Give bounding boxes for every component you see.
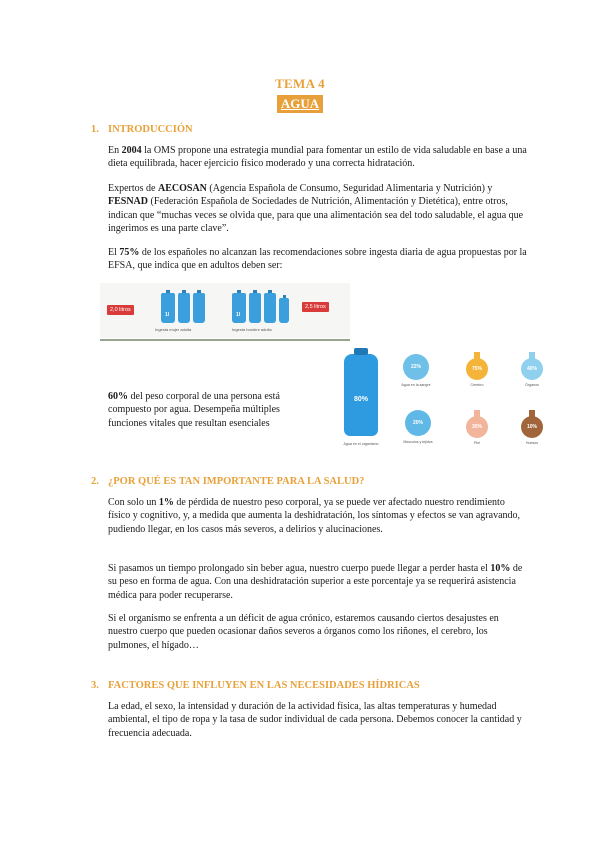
infographic-divider xyxy=(100,339,350,341)
bottle-mark: 1l xyxy=(236,312,241,318)
brain-flask-icon: 75% xyxy=(466,358,488,380)
section-number: 2. xyxy=(91,476,99,487)
women-intake-label: Ingesta mujer adulta xyxy=(155,327,192,332)
text-run: la OMS propone una estrategia mundial para fomentar un estilo de vida saludable en base a una dieta equilibrada, hacer ejercicio físico moderado y una correcta hidratación. xyxy=(108,145,527,170)
water-bottle-icon xyxy=(249,293,261,323)
organs-flask-icon: 40% xyxy=(521,358,543,380)
section-number: 3. xyxy=(91,680,99,691)
text-run-bold: 1% xyxy=(158,497,174,508)
section-title: FACTORES QUE INFLUYEN EN LAS NECESIDADES HÍDRICAS xyxy=(108,680,420,691)
text-run-bold: 75% xyxy=(119,247,140,258)
bones-label: Huesos xyxy=(525,441,539,445)
body-water-percent: 80% xyxy=(353,396,368,403)
brain-label: Cerebro xyxy=(470,383,484,387)
text-run-bold: 60% xyxy=(108,391,128,402)
factors-paragraph-1: La edad, el sexo, la intensidad y duración de la actividad física, las altas temperaturas y humedad ambiental, el tipo de ropa y la tasa de sudor individual de cada persona. Debemos conocer la cantidad y frecuencia adecuada. xyxy=(108,701,522,739)
intro-paragraph-3 xyxy=(108,246,528,273)
body-water-paragraph xyxy=(108,390,308,430)
section-title: ¿POR QUÉ ES TAN IMPORTANTE PARA LA SALUD? xyxy=(108,476,365,487)
water-bottle-icon xyxy=(193,293,205,323)
section-heading-2 xyxy=(91,476,364,487)
page-subtitle-wrap xyxy=(0,95,600,113)
text-run-bold: 2004 xyxy=(121,145,142,156)
section-number: 1. xyxy=(91,124,99,135)
body-water-bottle-icon xyxy=(344,354,378,436)
text-run: Expertos de xyxy=(108,183,158,194)
muscles-apple-icon: 20% xyxy=(405,410,431,436)
section-heading-1 xyxy=(91,124,193,135)
section-heading-3 xyxy=(91,680,420,691)
text-run: Con solo un xyxy=(108,497,159,508)
water-bottle-icon xyxy=(232,293,246,323)
health-paragraph-1 xyxy=(108,496,528,536)
text-run: del peso corporal de una persona está compuesto por agua. Desempeña múltiples funciones vitales que resultan esenciales xyxy=(108,391,280,429)
organs-label: Órganos xyxy=(525,383,539,387)
bottle-mark: 1l xyxy=(165,312,170,318)
text-run: (Federación Española de Sociedades de Nutrición, Alimentación y Dietética), entre otros, indican que “muchas veces se olvida que, para que una alimentación sea del todo saludable, el agua que ingerimos es una parte clave”. xyxy=(108,196,524,234)
text-run: (Agencia Española de Consumo, Seguridad Alimentaria y Nutrición) y xyxy=(206,183,493,194)
page-title: TEMA 4 xyxy=(275,76,325,91)
text-run: Si pasamos un tiempo prolongado sin beber agua, nuestro cuerpo puede llegar a perder hasta el xyxy=(108,563,491,574)
muscles-label: Músculos y tejidos xyxy=(403,440,433,444)
skin-label: Piel xyxy=(474,441,480,445)
body-water-label: Agua en el organismo xyxy=(343,442,379,446)
water-bottle-icon xyxy=(178,293,190,323)
water-bottle-icon xyxy=(264,293,276,323)
men-liters-badge: 2,5 litros xyxy=(302,302,329,312)
intro-paragraph-1 xyxy=(108,144,528,171)
text-run-bold: 10% xyxy=(490,563,511,574)
men-intake-label: Ingesta hombre adulto xyxy=(232,327,272,332)
health-paragraph-3: Si el organismo se enfrenta a un déficit de agua crónico, estaremos causando ciertos desajustes en nuestro cuerpo que pueden ocasionar daños severos a órganos como los riñones, el cerebro, los pulmones, el hígado… xyxy=(108,613,499,651)
text-run-bold: FESNAD xyxy=(108,196,149,208)
women-liters-badge: 2,0 litros xyxy=(107,305,134,315)
health-paragraph-2 xyxy=(108,562,528,602)
section-title: INTRODUCCIÓN xyxy=(108,124,193,135)
bones-flask-icon: 10% xyxy=(521,416,543,438)
text-run: de su peso en forma de agua. Con una deshidratación superior a este porcentaje ya se requerirá asistencia médica para poder recuperarse. xyxy=(108,563,523,601)
text-run: de pérdida de nuestro peso corporal, ya se puede ver afectado nuestro rendimiento físico y cognitivo, y, a medida que aumenta la deshidratación, los síntomas y efectos se van agravando, pudiendo llegar, en los casos más severos, a delirios y alucinaciones. xyxy=(108,497,521,535)
page-subtitle: AGUA xyxy=(277,95,323,113)
text-run: El xyxy=(108,247,120,258)
water-bottle-icon xyxy=(161,293,175,323)
water-bottle-icon xyxy=(279,298,289,323)
skin-flask-icon: 30% xyxy=(466,416,488,438)
blood-water-label: Agua en la sangre xyxy=(401,383,431,387)
text-run: En xyxy=(108,145,122,156)
text-run-bold: AECOSAN xyxy=(158,183,207,194)
intro-paragraph-2 xyxy=(108,182,528,235)
text-run: de los españoles no alcanzan las recomendaciones sobre ingesta diaria de agua propuestas por la EFSA, que indica que en adultos deben ser: xyxy=(108,247,527,272)
blood-water-drop-icon: 22% xyxy=(403,354,429,380)
